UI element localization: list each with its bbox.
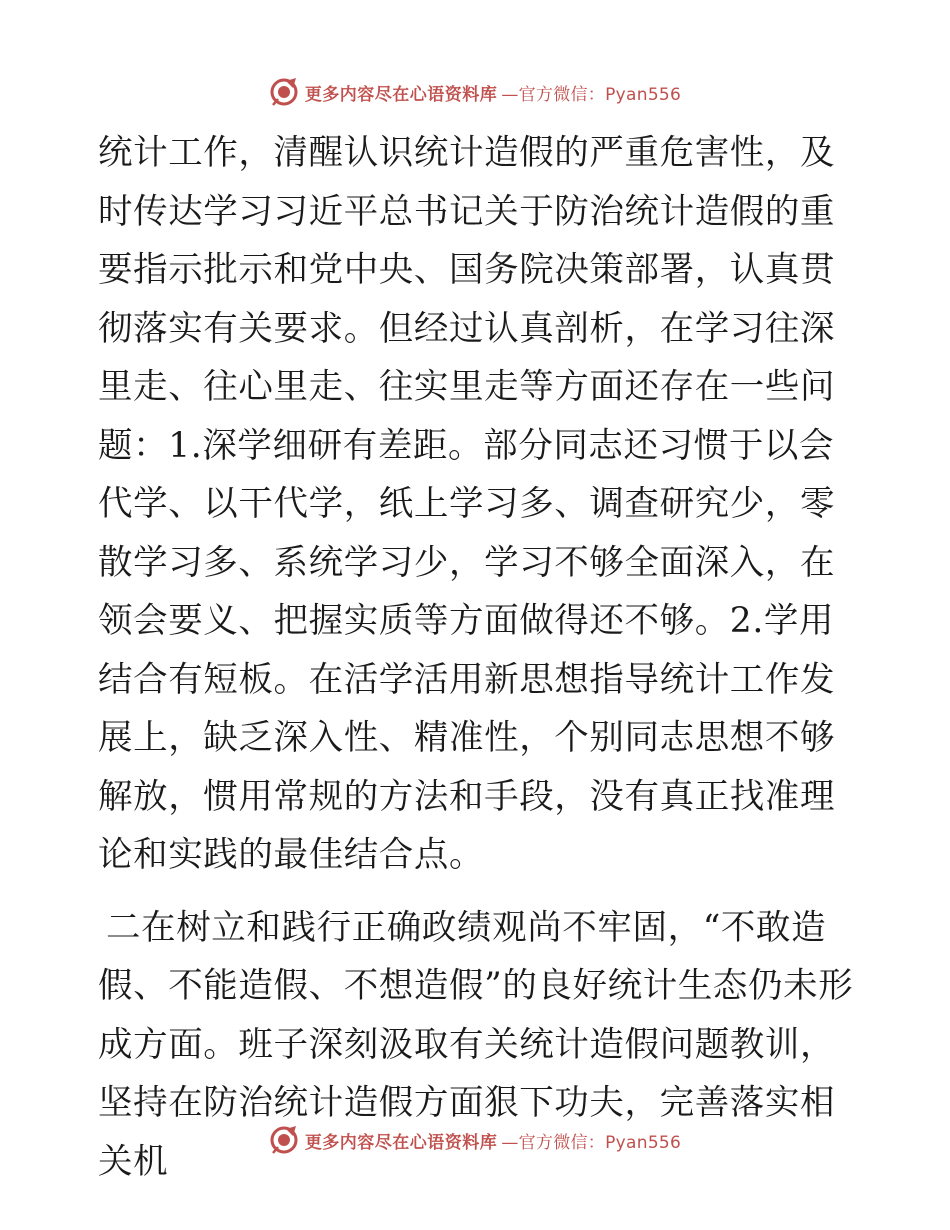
paragraph-1: 统计工作，清醒认识统计造假的严重危害性，及时传达学习习近平总书记关于防治统计造假的重要指示批示和党中央、国务院决策部署，认真贯彻落实有关要求。但经过认真剖析，在学习往深里走、往心里走、往实里走等方面还存在一些问题：1.深学细研有差距。部分同志还习惯于以会代学、以干代学，纸上学习多、调查研究少，零散学习多、系统学习少，学习不够全面深入，在领会要义、把握实质等方面做得还不够。2.学用结合有短板。在活学活用新思想指导统计工作发展上，缺乏深入性、精准性，个别同志思想不够解放，惯用常规的方法和手段，没有真正找准理论和实践的最佳结合点。 xyxy=(98,133,836,875)
pen-circle-logo-icon xyxy=(269,77,299,107)
header-watermark-site: 更多内容尽在心语资料库 xyxy=(304,84,498,105)
footer-watermark-wechat: —官方微信：Pyan556 xyxy=(501,1132,682,1153)
footer-watermark xyxy=(0,1120,950,1160)
document-body xyxy=(98,124,858,1191)
header-watermark xyxy=(0,72,950,112)
paragraph-2: 二在树立和践行正确政绩观尚不牢固，“不敢造假、不能造假、不想造假”的良好统计生态仍未形成方面。班子深刻汲取有关统计造假问题教训，坚持在防治统计造假方面狠下功夫，完善落实相关机 xyxy=(98,907,854,1182)
pen-circle-logo-icon xyxy=(269,1125,299,1155)
header-watermark-wechat: —官方微信：Pyan556 xyxy=(501,84,682,105)
footer-watermark-site: 更多内容尽在心语资料库 xyxy=(304,1132,498,1153)
